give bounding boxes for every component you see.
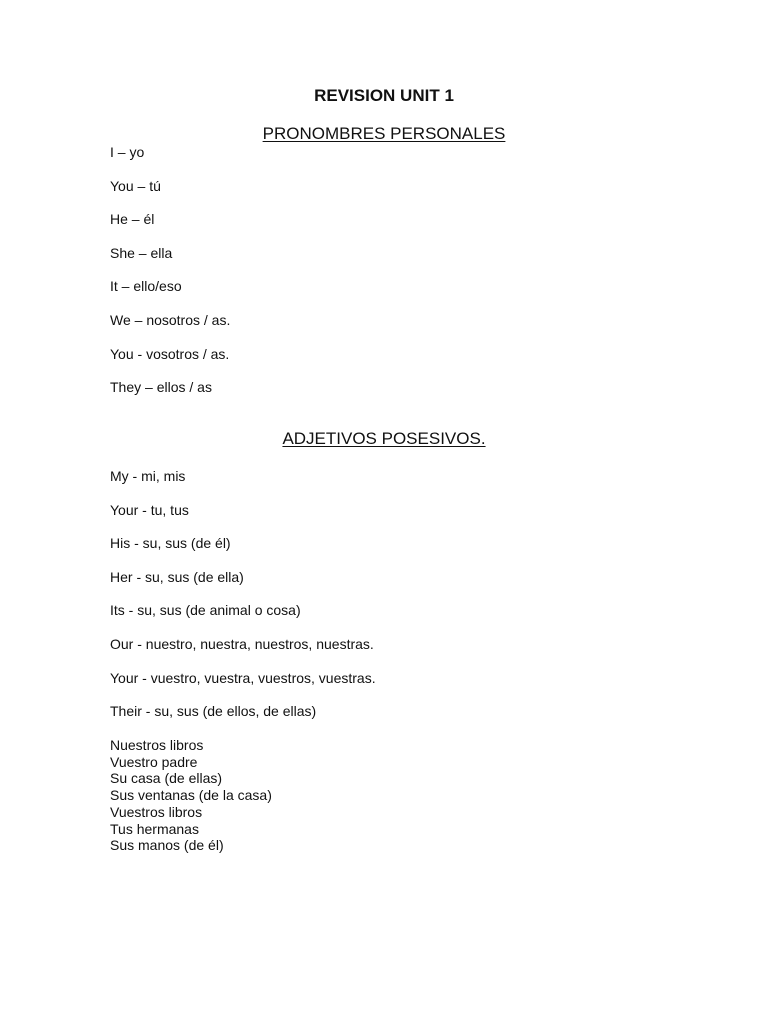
list-item: You - vosotros / as. (110, 345, 230, 362)
section-heading-adjetivos: ADJETIVOS POSESIVOS. (282, 429, 486, 448)
list-item: He – él (110, 211, 155, 228)
page-title: REVISION UNIT 1 (314, 86, 454, 105)
example-item: Sus manos (de él) (110, 837, 224, 854)
list-item: We – nosotros / as. (110, 311, 231, 328)
list-item: My - mi, mis (110, 468, 186, 484)
list-item: You – tú (110, 177, 161, 194)
list-item: It – ello/eso (110, 278, 182, 295)
list-item: His - su, sus (de él) (110, 535, 231, 552)
section-heading-pronombres: PRONOMBRES PERSONALES (262, 124, 506, 143)
list-item: Their - su, sus (de ellos, de ellas) (110, 703, 317, 720)
list-item: Your - vuestro, vuestra, vuestros, vuestras. (110, 669, 376, 686)
list-item: Your - tu, tus (110, 501, 189, 518)
example-item: Nuestros libros (110, 737, 204, 753)
list-item: She – ella (110, 244, 173, 261)
example-item: Vuestros libros (110, 803, 203, 820)
example-item: Vuestro padre (110, 753, 198, 770)
example-item: Su casa (de ellas) (110, 770, 223, 787)
list-item: Her - su, sus (de ella) (110, 568, 244, 585)
example-item: Tus hermanas (110, 820, 199, 837)
list-item: Its - su, sus (de animal o cosa) (110, 602, 301, 619)
list-item: I – yo (110, 144, 145, 160)
pronoun-list (110, 144, 230, 413)
example-list (110, 737, 272, 854)
list-item: Our - nuestro, nuestra, nuestros, nuestras. (110, 635, 374, 652)
example-item: Sus ventanas (de la casa) (110, 787, 272, 804)
list-item: They – ellos / as (110, 379, 212, 396)
possessive-list (110, 468, 376, 737)
